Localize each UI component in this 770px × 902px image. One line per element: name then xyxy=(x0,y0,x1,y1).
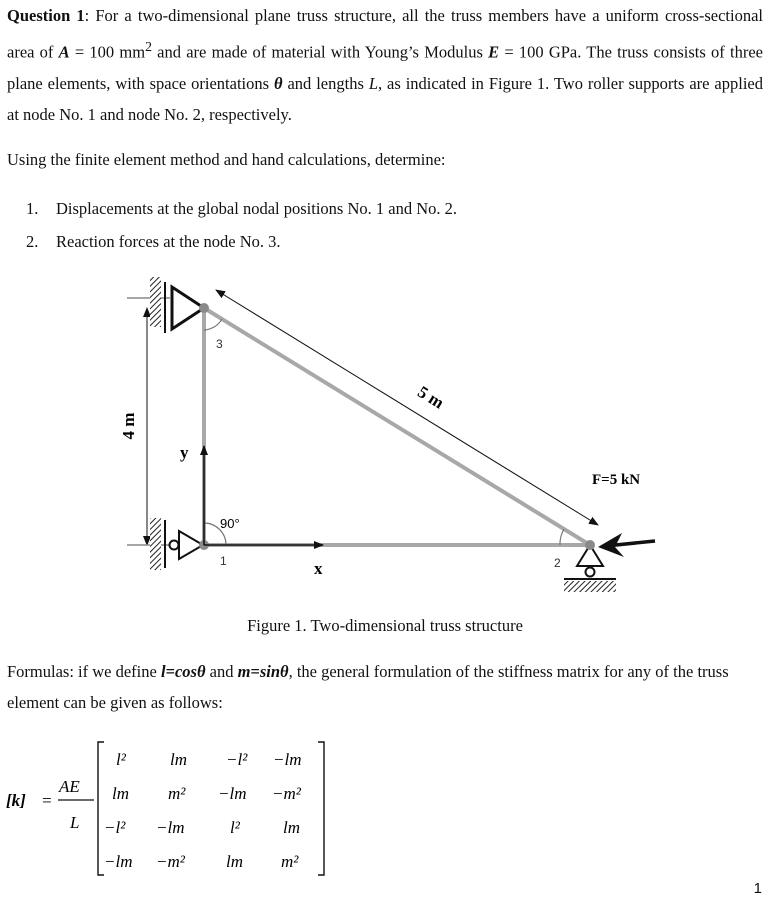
matrix-cell: −lm xyxy=(104,852,133,871)
formulas-prefix: Formulas: if we define xyxy=(7,662,161,681)
task-number: 1. xyxy=(26,199,39,218)
node-2 xyxy=(585,540,595,550)
matrix-cell: −lm xyxy=(273,750,302,769)
angle-arc-node3 xyxy=(204,319,222,330)
roller-wheel-node2 xyxy=(586,568,595,577)
matrix-denominator: L xyxy=(70,813,80,832)
matrix-cell: lm xyxy=(112,784,129,803)
matrix-cell: −lm xyxy=(156,818,185,837)
wall-hatch-left xyxy=(150,518,161,570)
question-intro: : For a two-dimensional plane truss structure, all the truss members have a uniform cross-sectional area of xyxy=(7,6,763,62)
theta-symbol: θ xyxy=(273,73,283,93)
area-exponent: 2 xyxy=(145,39,152,54)
matrix-lhs: [k] xyxy=(6,791,26,810)
x-axis-label: x xyxy=(314,559,323,578)
m-definition: m=sinθ xyxy=(237,662,289,681)
task-text: Reaction forces at the node No. 3. xyxy=(56,232,281,251)
question-and: and lengths xyxy=(282,73,369,93)
matrix-cell: l² xyxy=(116,750,126,769)
matrix-cell: −m² xyxy=(156,852,185,871)
instructions: Using the finite element method and hand calculations, determine: xyxy=(7,150,446,169)
ground-hatch-right xyxy=(564,581,616,592)
formulas-and: and xyxy=(205,662,238,681)
question-rest: , as indicated in Figure 1. Two roller supports are applied at node No. 1 and node No. 2, respectively. xyxy=(7,73,763,124)
area-value: = 100 mm xyxy=(69,42,146,62)
task-number: 2. xyxy=(26,232,39,251)
formulas-rest: , the general formulation of the stiffness matrix for any of the truss element can be given as follows: xyxy=(7,662,729,712)
dimension-5m-label: 5 m xyxy=(414,382,448,413)
node-label-1: 1 xyxy=(220,554,227,568)
figure-caption: Figure 1. Two-dimensional truss structure xyxy=(247,616,523,635)
node-label-2: 2 xyxy=(554,556,561,570)
matrix-cell: lm xyxy=(283,818,300,837)
matrix-cell: m² xyxy=(281,852,299,871)
member-2-diagonal xyxy=(204,308,590,545)
page-number: 1 xyxy=(753,880,762,897)
matrix-cell: lm xyxy=(170,750,187,769)
question-mid: and are made of material with Young’s Modulus xyxy=(151,42,489,62)
matrix-cell: m² xyxy=(168,784,186,803)
matrix-cell: l² xyxy=(230,818,240,837)
matrix-cell: −l² xyxy=(104,818,126,837)
modulus-value: = 100 GPa. The truss consists of three plane elements, with space orientations xyxy=(7,42,763,93)
stiffness-matrix xyxy=(6,742,324,875)
dimension-4m-label: 4 m xyxy=(119,412,138,440)
matrix-cell: −l² xyxy=(226,750,248,769)
node-3 xyxy=(199,303,209,313)
length-symbol: L xyxy=(368,73,378,93)
formulas-text xyxy=(7,656,763,718)
area-symbol: A xyxy=(58,42,70,62)
right-bracket xyxy=(318,742,324,875)
node-label-3: 3 xyxy=(216,337,223,351)
question-label: Question 1 xyxy=(7,6,85,25)
matrix-cell: lm xyxy=(226,852,243,871)
task-text: Displacements at the global nodal positions No. 1 and No. 2. xyxy=(56,199,457,218)
matrix-equals: = xyxy=(41,791,53,810)
angle-arc-node2 xyxy=(560,529,564,545)
matrix-cell: −lm xyxy=(218,784,247,803)
force-label: F=5 kN xyxy=(592,472,641,488)
modulus-symbol: E xyxy=(488,42,500,62)
l-definition: l=cosθ xyxy=(160,662,206,681)
wall-hatch-top xyxy=(150,277,161,327)
matrix-numerator: AE xyxy=(59,777,80,796)
matrix-cell: −m² xyxy=(272,784,301,803)
roller-wheel-node1 xyxy=(170,541,179,550)
y-axis-label: y xyxy=(180,443,189,462)
right-angle-label: 90° xyxy=(220,516,240,531)
dimension-5m-line xyxy=(216,290,598,525)
